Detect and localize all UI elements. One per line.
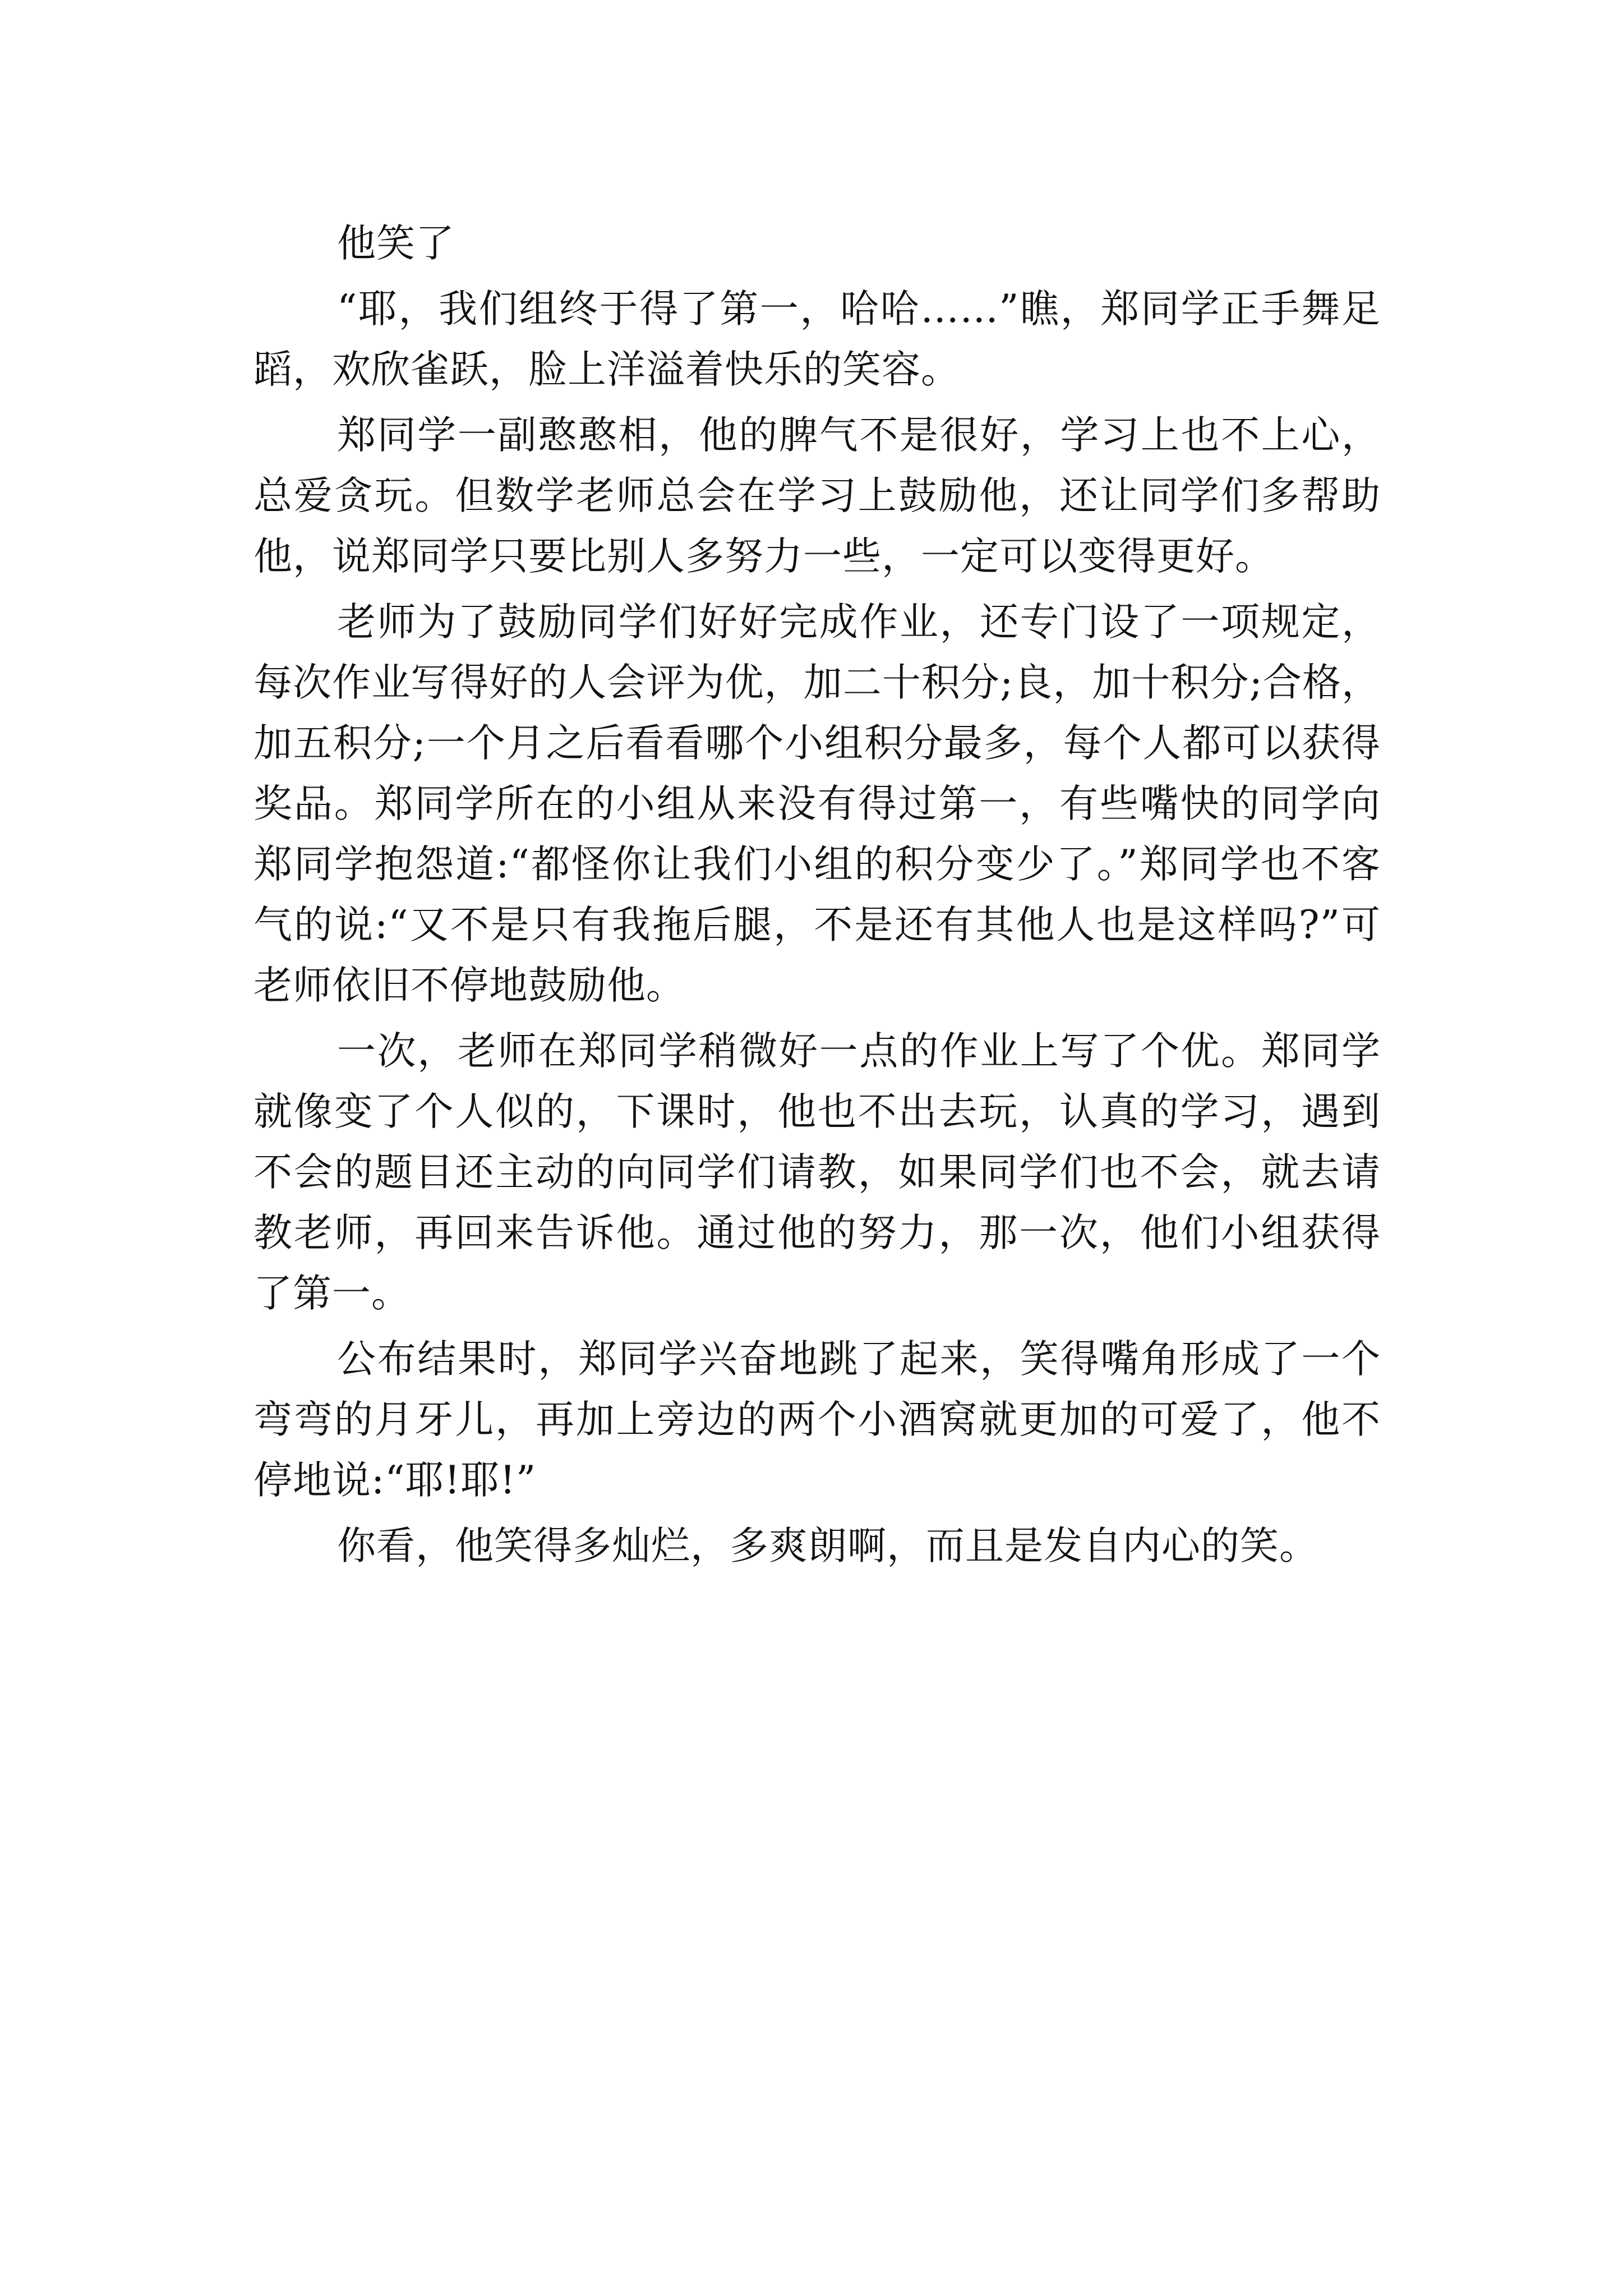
paragraph-5: 公布结果时，郑同学兴奋地跳了起来，笑得嘴角形成了一个弯弯的月牙儿，再加上旁边的两个小酒窝就更加的可爱了，他不停地说:“耶!耶!” (253, 1337, 1381, 1503)
paragraph-2: 郑同学一副憨憨相，他的脾气不是很好，学习上也不上心，总爱贪玩。但数学老师总会在学习上鼓励他，还让同学们多帮助他，说郑同学只要比别人多努力一些，一定可以变得更好。 (253, 413, 1381, 579)
document-body (253, 213, 1381, 1576)
document-title: 他笑了 (337, 221, 455, 266)
paragraph-1: “耶，我们组终于得了第一，哈哈……”瞧，郑同学正手舞足蹈，欢欣雀跃，脸上洋溢着快乐的笑容。 (253, 287, 1381, 392)
paragraph-4: 一次，老师在郑同学稍微好一点的作业上写了个优。郑同学就像变了个人似的，下课时，他也不出去玩，认真的学习，遇到不会的题目还主动的向同学们请教，如果同学们也不会，就去请教老师，再回来告诉他。通过他的努力，那一次，他们小组获得了第一。 (253, 1029, 1381, 1316)
paragraph-6: 你看，他笑得多灿烂，多爽朗啊，而且是发自内心的笑。 (337, 1524, 1318, 1568)
paragraph-3: 老师为了鼓励同学们好好完成作业，还专门设了一项规定，每次作业写得好的人会评为优，加二十积分;良，加十积分;合格，加五积分;一个月之后看看哪个小组积分最多，每个人都可以获得奖品。郑同学所在的小组从来没有得过第一，有些嘴快的同学向郑同学抱怨道:“都怪你让我们小组的积分变少了。”郑同学也不客气的说:“又不是只有我拖后腿，不是还有其他人也是这样吗?”可老师依旧不停地鼓励他。 (253, 600, 1381, 1008)
